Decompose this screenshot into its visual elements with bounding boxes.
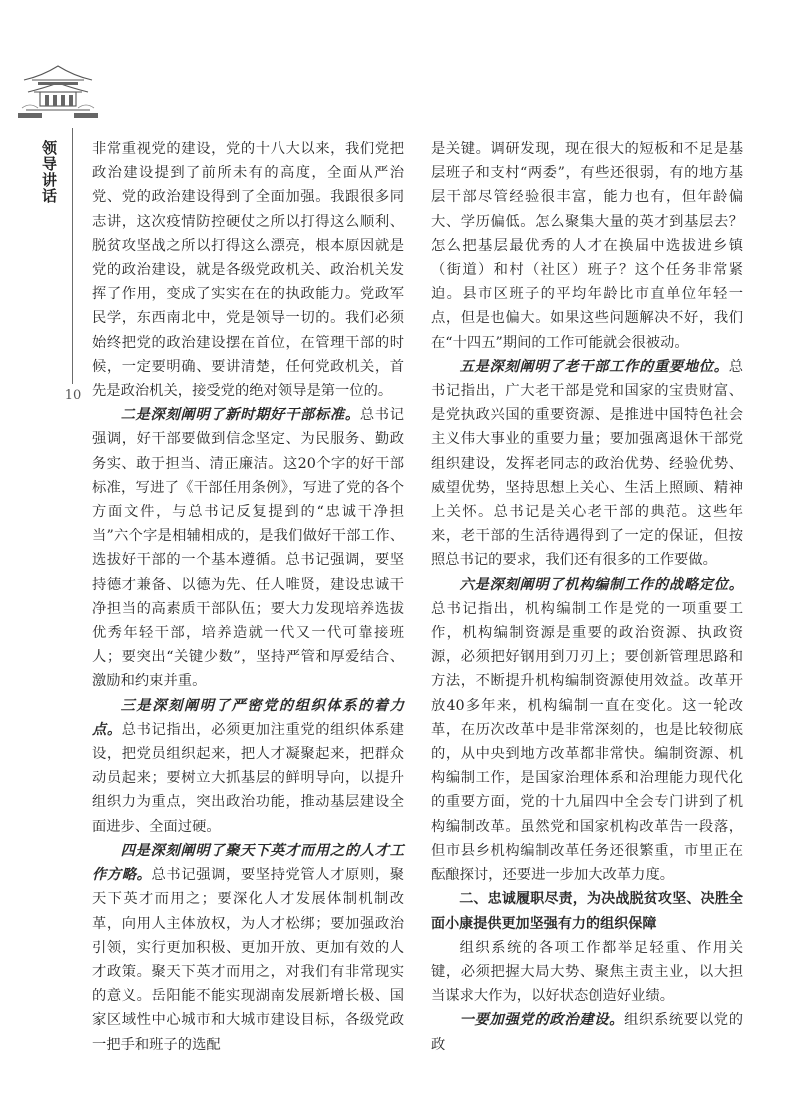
paragraph: 二是深刻阐明了新时期好干部标准。总书记强调，好干部要做到信念坚定、为民服务、勤政务实、敢于担当、清正廉洁。这20个字的好干部标准，写进了《干部任用条例》，写进了党的各个方面文件，与总书记反复提到的“忠诚干净担当”六个字是相辅相成的，是我们做好干部工作、选拔好干部的一个基本遵循。总书记强调，要坚持德才兼备、以德为先、任人唯贤，建设忠诚干净担当的高素质干部队伍；要大力发现培养选拔优秀年轻干部，培养造就一代又一代可靠接班人；要突出“关键少数”，坚持严管和厚爱结合、激励和约束并重。	[92, 407, 405, 690]
paragraph: 五是深刻阐明了老干部工作的重要地位。总书记指出，广大老干部是党和国家的宝贵财富、是党执政兴国的重要资源、是推进中国特色社会主义伟大事业的重要力量；要加强离退休干部党组织建设，发挥老同志的政治优势、经验优势、威望优势，坚持思想上关心、生活上照顾、精神上关怀。总书记是关心老干部的典范。这些年来，老干部的生活待遇得到了一定的保证，但按照总书记的要求，我们还有很多的工作要做。	[431, 358, 743, 569]
section-heading: 二、忠诚履职尽责，为决战脱贫攻坚、决胜全面小康提供更加坚强有力的组织保障	[431, 891, 743, 932]
paragraph: 六是深刻阐明了机构编制工作的战略定位。总书记指出，机构编制工作是党的一项重要工作，机构编制资源是重要的政治资源、执政资源，必须把好钢用到刀刃上；要创新管理思路和方法，不断提升机构编制资源使用效益。改革开放40多年来，机构编制一直在变化。这一轮改革，在历次改革中是非常深刻的，也是比较彻底的，从中央到地方改革都非常快。编制资源、机构编制工作，是国家治理体系和治理能力现代化的重要方面，党的十九届四中全会专门讲到了机构编制改革。虽然党和国家机构改革告一段落，但市县乡机构编制改革任务还很繁重，市里正在酝酿探讨，还要进一步加大改革力度。	[431, 576, 743, 884]
paragraph: 组织系统的各项工作都举足轻重、作用关键，必须把握大局大势、聚焦主责主业，以大担当谋求大作为，以好状态创造好业绩。	[431, 939, 743, 1005]
margin-rule	[72, 128, 73, 384]
page-number: 10	[64, 388, 82, 403]
pavilion-logo-icon	[18, 62, 98, 120]
paragraph-lead: 六是深刻阐明了机构编制工作的战略定位。	[459, 576, 743, 593]
left-column	[92, 137, 404, 1057]
paragraph-lead: 三是深刻阐明了严密党的组织体系的着力点。	[92, 697, 404, 738]
paragraph: 一要加强党的政治建设。组织系统要以党的政	[431, 1012, 744, 1053]
paragraph: 是关键。调研发现，现在很大的短板和不足是基层班子和支村“两委”，有些还很弱，有的地方基层干部尽管经验很丰富，能力也有，但年龄偏大、学历偏低。怎么聚集大量的英才到基层去？怎么把基层最优秀的人才在换届中选拔进乡镇（街道）和村（社区）班子？这个任务非常紧迫。县市区班子的平均年龄比市直单位年轻一点，但是也偏大。如果这些问题解决不好，我们在“十四五”期间的工作可能就会很被动。	[431, 141, 743, 351]
paragraph: 三是深刻阐明了严密党的组织体系的着力点。总书记指出，必须更加注重党的组织体系建设，把党员组织起来，把人才凝聚起来，把群众动员起来；要树立大抓基层的鲜明导向，以提升组织力为重点，突出政治功能，推动基层建设全面进步、全面过硬。	[92, 697, 405, 835]
paragraph-lead: 二是深刻阐明了新时期好干部标准。	[120, 407, 360, 424]
paragraph: 四是深刻阐明了聚天下英才而用之的人才工作方略。总书记强调，要坚持党管人才原则，聚天下英才而用之；要深化人才发展体制机制改革，向用人主体放权，为人才松绑；要加强政治引领，实行更加积极、更加开放、更加有效的人才政策。聚天下英才而用之，对我们有非常现实的意义。岳阳能不能实现湖南发展新增长极、国家区域性中心城市和大城市建设目标，各级党政一把手和班子的选配	[92, 842, 405, 1053]
right-column	[431, 137, 743, 1057]
paragraph: 非常重视党的建设，党的十八大以来，我们党把政治建设提到了前所未有的高度，全面从严治党、党的政治建设得到了全面加强。我跟很多同志讲，这次疫情防控硬仗之所以打得这么顺利、脱贫攻坚战之所以打得这么漂亮，根本原因就是党的政治建设，就是各级党政机关、政治机关发挥了作用，变成了实实在在的执政能力。党政军民学，东西南北中，党是领导一切的。我们必须始终把党的政治建设摆在首位，在管理干部的时候，一定要明确、要讲清楚，任何党政机关，首先是政治机关，接受党的绝对领导是第一位的。	[92, 141, 404, 400]
paragraph-lead: 一要加强党的政治建设。	[459, 1012, 625, 1029]
paragraph-lead: 四是深刻阐明了聚天下英才而用之的人才工作方略。	[92, 842, 404, 884]
paragraph-lead: 五是深刻阐明了老干部工作的重要地位。	[459, 358, 729, 375]
section-tag: 领导讲话	[40, 140, 58, 204]
